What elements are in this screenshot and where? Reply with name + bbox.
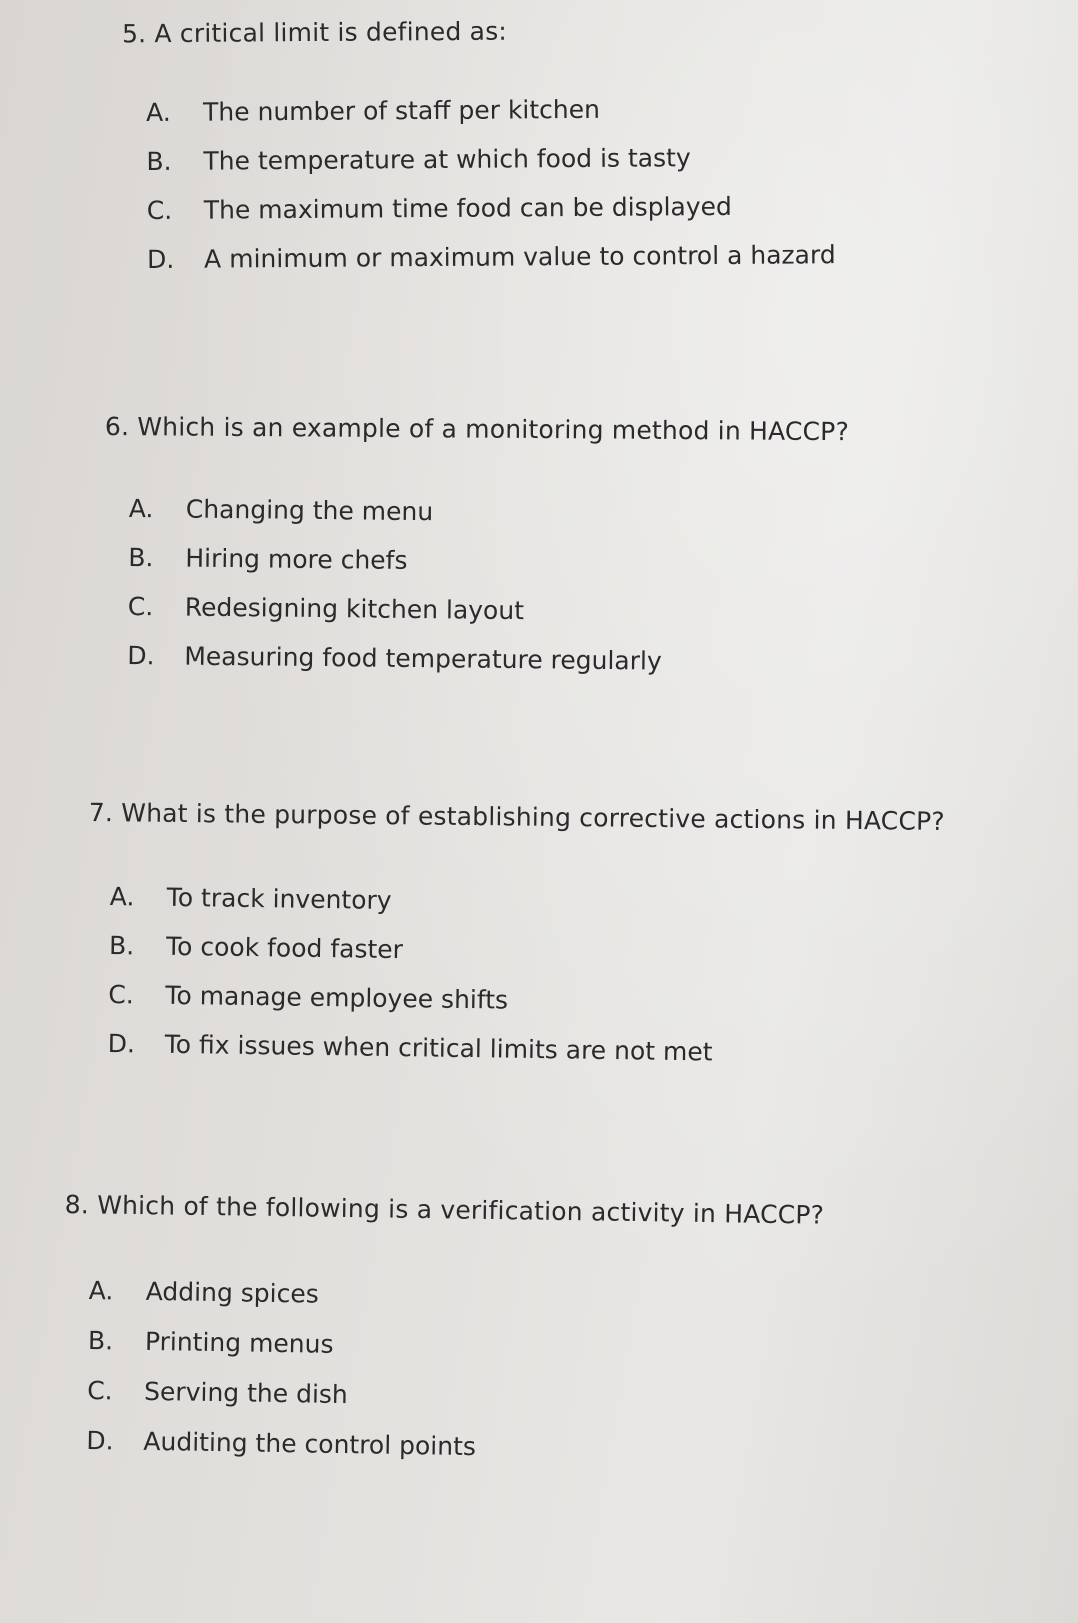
option-text: The maximum time food can be displayed — [203, 191, 732, 225]
option-letter: C. — [86, 1375, 113, 1406]
question-6-option-d[interactable] — [127, 640, 662, 690]
option-letter: C. — [146, 195, 173, 225]
question-7-option-d[interactable] — [107, 1028, 713, 1078]
question-6-prompt: 6. Which is an example of a monitoring method in HACCP? — [104, 412, 850, 447]
option-text: A minimum or maximum value to control a hazard — [204, 240, 836, 274]
option-text: Printing menus — [144, 1326, 334, 1359]
option-letter: B. — [87, 1325, 114, 1356]
question-8-option-d[interactable] — [86, 1425, 477, 1476]
question-8-option-c[interactable] — [86, 1375, 348, 1426]
option-text: The number of staff per kitchen — [202, 94, 601, 127]
option-text: To cook food faster — [165, 931, 404, 965]
option-letter: A. — [128, 494, 154, 524]
option-letter: B. — [128, 542, 154, 573]
option-letter: A. — [146, 97, 171, 127]
option-text: To fix issues when critical limits are not met — [164, 1029, 713, 1067]
question-7-option-a[interactable] — [109, 882, 392, 931]
question-8-options — [86, 1276, 477, 1476]
option-letter: C. — [127, 591, 154, 622]
question-7-option-b[interactable] — [108, 930, 404, 980]
question-6-option-c[interactable] — [127, 591, 525, 641]
option-text: Serving the dish — [143, 1376, 348, 1410]
option-text: Measuring food temperature regularly — [184, 641, 662, 676]
option-text: To manage employee shifts — [165, 980, 509, 1015]
option-letter: D. — [86, 1425, 114, 1456]
option-letter: B. — [146, 146, 172, 176]
option-text: The temperature at which food is tasty — [203, 143, 691, 176]
option-letter: A. — [109, 882, 135, 912]
question-8-option-a[interactable] — [88, 1276, 319, 1326]
question-7-prompt: 7. What is the purpose of establishing corrective actions in HACCP? — [88, 798, 945, 836]
option-letter: B. — [108, 930, 135, 961]
question-8-prompt: 8. Which of the following is a verification activity in HACCP? — [64, 1190, 825, 1230]
option-letter: D. — [147, 244, 175, 274]
question-7-option-c[interactable] — [108, 979, 509, 1029]
question-6-option-b[interactable] — [128, 542, 408, 592]
option-text: Changing the menu — [185, 494, 434, 527]
question-7-options — [107, 882, 713, 1078]
option-text: Redesigning kitchen layout — [184, 592, 525, 626]
option-text: Auditing the control points — [143, 1426, 477, 1462]
option-letter: D. — [127, 640, 155, 671]
option-text: To track inventory — [166, 882, 392, 915]
question-8-option-b[interactable] — [87, 1325, 334, 1376]
question-5-options — [146, 94, 836, 294]
option-letter: A. — [88, 1276, 114, 1306]
option-text: Hiring more chefs — [185, 543, 408, 575]
option-letter: D. — [107, 1028, 136, 1059]
question-5-prompt: 5. A critical limit is defined as: — [121, 16, 508, 49]
question-6-option-a[interactable] — [128, 494, 434, 543]
option-text: Adding spices — [145, 1276, 319, 1309]
question-6-options — [127, 494, 662, 690]
option-letter: C. — [108, 979, 135, 1010]
